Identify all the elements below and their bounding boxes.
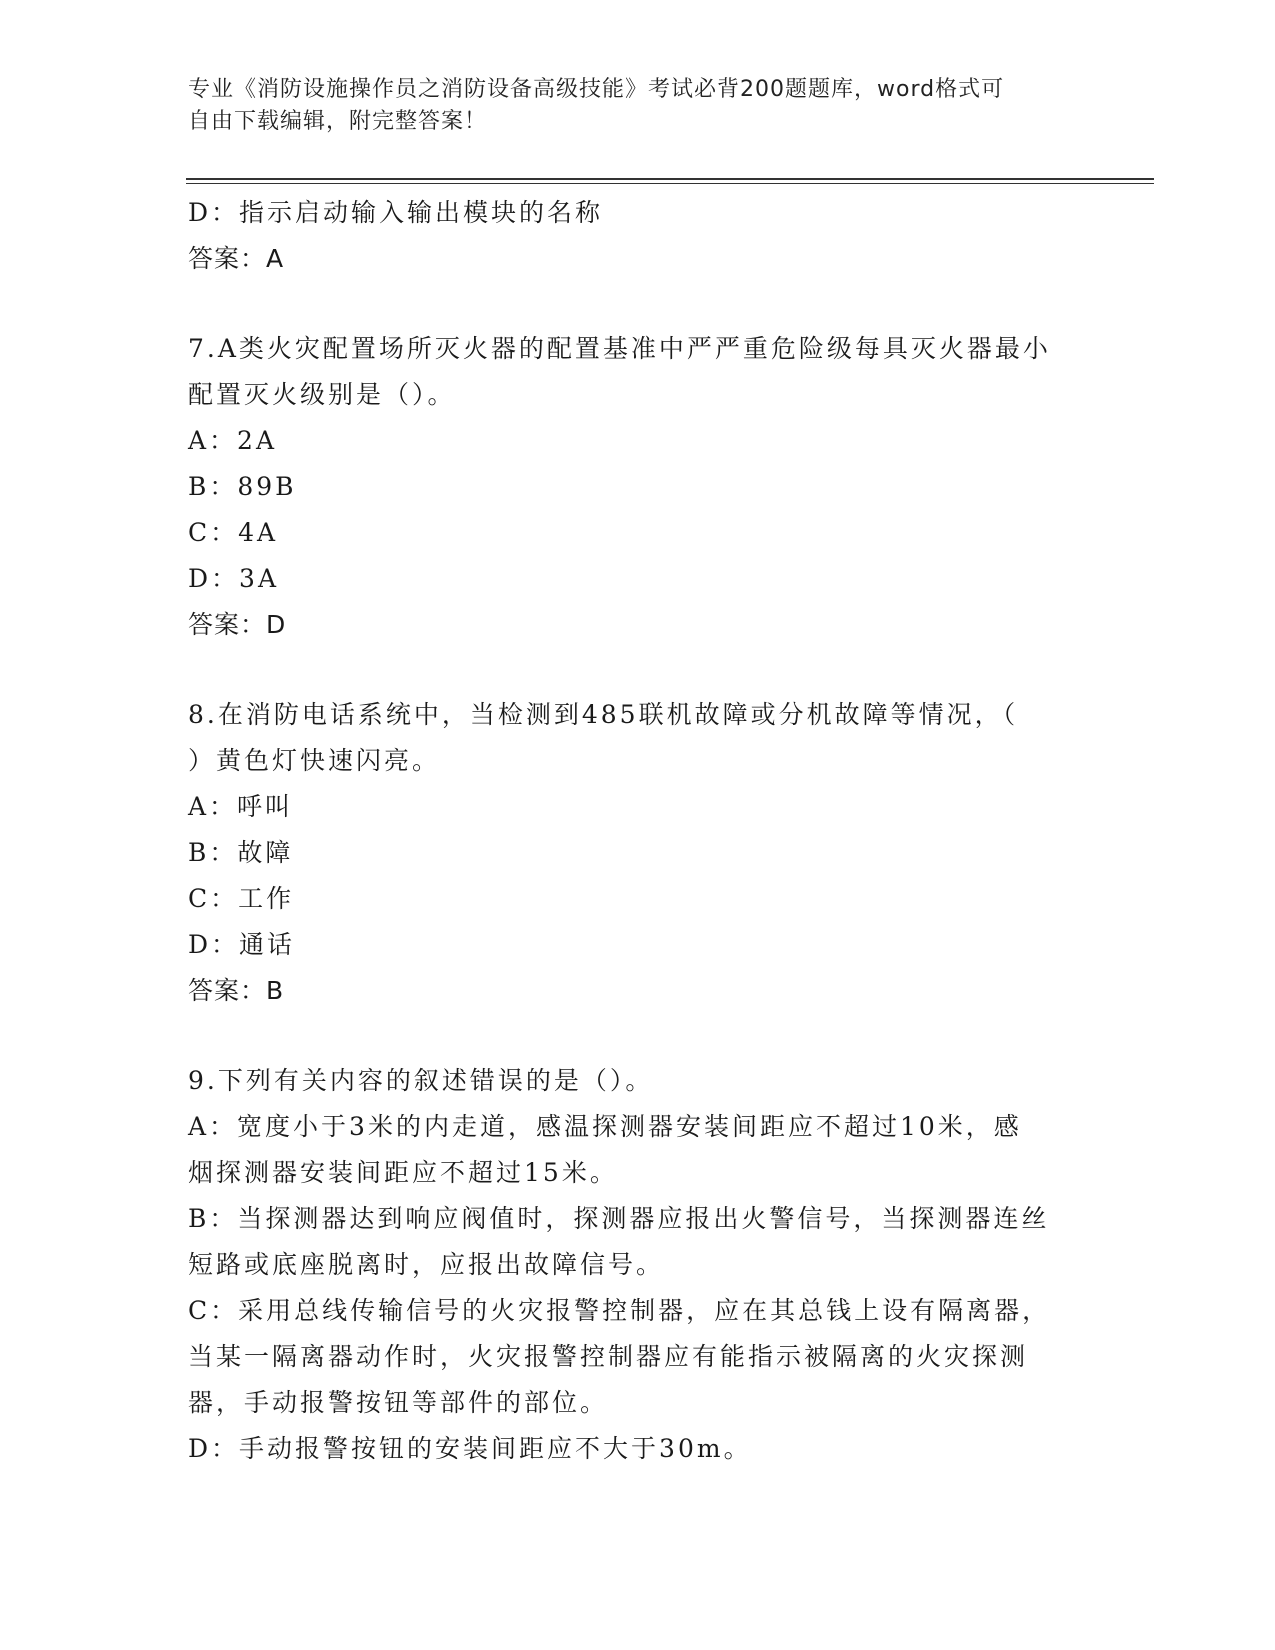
question-9	[188, 1058, 1088, 1472]
option-c-cont: 当某一隔离器动作时，火灾报警控制器应有能指示被隔离的火灾探测	[188, 1342, 1029, 1371]
option-a-cont: 烟探测器安装间距应不超过15米。	[188, 1158, 618, 1187]
option-a: A：2A	[188, 426, 278, 455]
question-stem-cont: ）黄色灯快速闪亮。	[188, 746, 441, 775]
answer-line: 答案：A	[188, 244, 285, 273]
answer-line: 答案：D	[188, 610, 287, 639]
header-line-1: 专业《消防设施操作员之消防设备高级技能》考试必背200题题库，word格式可	[188, 77, 1005, 102]
question-7	[188, 326, 1088, 648]
option-c: C：工作	[188, 884, 295, 913]
option-b-cont: 短路或底座脱离时，应报出故障信号。	[188, 1250, 665, 1279]
option-c: C：采用总线传输信号的火灾报警控制器，应在其总钱上设有隔离器，	[188, 1296, 1051, 1325]
question-8	[188, 692, 1088, 1014]
option-a: A：呼叫	[188, 792, 294, 821]
option-b: B：当探测器达到响应阀值时，探测器应报出火警信号，当探测器连丝	[188, 1204, 1050, 1233]
option-d: D：手动报警按钮的安装间距应不大于30m。	[188, 1434, 752, 1463]
answer-line: 答案：B	[188, 976, 285, 1005]
option-b: B：故障	[188, 838, 294, 867]
document-header	[188, 74, 1068, 138]
option-c: C：4A	[188, 518, 279, 547]
question-stem: 7.A类火灾配置场所灭火器的配置基准中严严重危险级每具灭火器最小	[188, 334, 1051, 363]
option-d: D：通话	[188, 930, 296, 959]
option-c-cont: 器，手动报警按钮等部件的部位。	[188, 1388, 609, 1417]
question-6-tail	[188, 190, 1088, 282]
header-rule-thick	[186, 178, 1154, 180]
header-rule-thin	[186, 183, 1154, 184]
option-d: D：3A	[188, 564, 280, 593]
option-b: B：89B	[188, 472, 297, 501]
option-d: D：指示启动输入输出模块的名称	[188, 198, 604, 227]
question-stem-cont: 配置灭火级别是（）。	[188, 380, 456, 409]
question-stem: 9.下列有关内容的叙述错误的是（）。	[188, 1066, 654, 1095]
question-stem: 8.在消防电话系统中，当检测到485联机故障或分机故障等情况，（	[188, 700, 1019, 729]
option-a: A：宽度小于3米的内走道，感温探测器安装间距应不超过10米，感	[188, 1112, 1022, 1141]
question-list	[188, 190, 1088, 1472]
header-line-2: 自由下载编辑，附完整答案！	[188, 109, 488, 134]
